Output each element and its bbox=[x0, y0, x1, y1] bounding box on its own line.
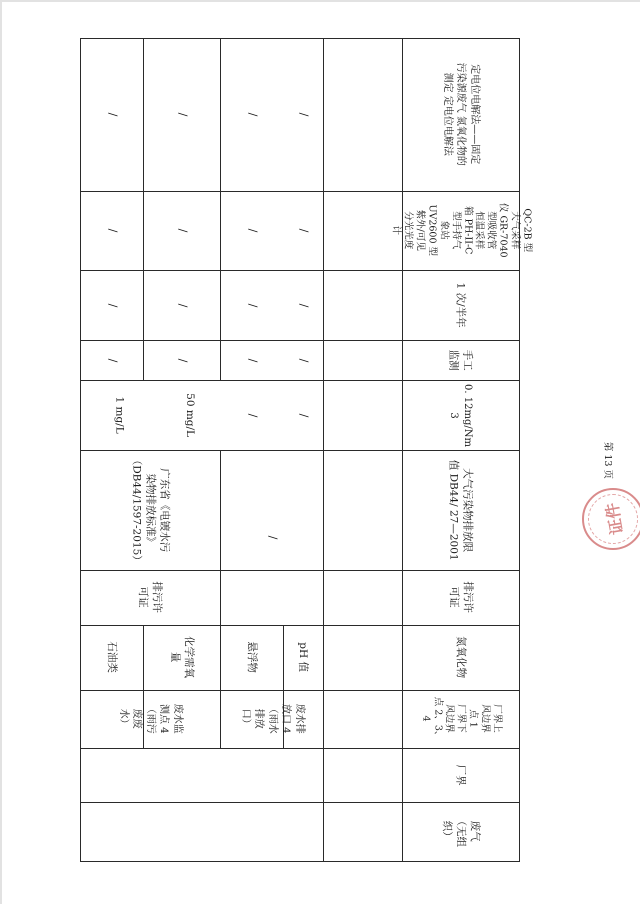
cell-text: / bbox=[105, 228, 119, 233]
cell-text: 广东省《电镀水污 染物排放标准》 （DB44/1597-2015） bbox=[129, 454, 171, 566]
cell-text: / bbox=[245, 413, 259, 417]
cell-text: 废水排 放口 4 （雨水 排放 口） bbox=[239, 704, 305, 734]
cell-text: / bbox=[105, 303, 119, 307]
cell-text: 定电位电解法——固定 污染源废气 氮氧化物的 测定 定电位电解法 bbox=[441, 62, 480, 167]
cell-text: 石油类 bbox=[105, 641, 118, 674]
cell-text: / bbox=[297, 112, 311, 117]
cell-text: pH 值 bbox=[297, 642, 310, 673]
ww-limit-row1 bbox=[90, 380, 150, 450]
rain-method-row2 bbox=[283, 340, 323, 380]
ww-frequency-row2 bbox=[143, 270, 220, 340]
cell-text: 排污许 可证 bbox=[137, 581, 164, 614]
monitoring-table bbox=[80, 38, 532, 862]
cell-text: / bbox=[245, 228, 259, 233]
gas-frequency bbox=[402, 270, 519, 340]
cell-text: 氮氧化物 bbox=[454, 636, 467, 679]
cell-text: / bbox=[175, 228, 189, 233]
ww-equipment-row2 bbox=[143, 191, 220, 270]
ww-point bbox=[80, 690, 220, 748]
gas-equipment bbox=[390, 191, 532, 270]
certification-stamp bbox=[582, 488, 640, 550]
gas-location bbox=[402, 748, 519, 802]
page-number-text: 第 13 页 bbox=[602, 441, 614, 479]
cell-text: 厂界上 风边界 点 1 厂界下 风边界 点 2、3、 4 bbox=[419, 697, 503, 741]
cell-text: / bbox=[175, 303, 189, 307]
cell-text: 1 mg/L bbox=[114, 396, 127, 434]
page-number bbox=[592, 430, 622, 490]
rain-equipment-row1 bbox=[220, 191, 283, 270]
ww-limit-row2 bbox=[155, 380, 225, 450]
rain-method-row1 bbox=[220, 340, 283, 380]
ww-equipment-row1 bbox=[80, 191, 143, 270]
gas-basis bbox=[402, 570, 519, 625]
cell-text: 1 次/半年 bbox=[454, 282, 467, 328]
cell-text: / bbox=[297, 413, 311, 417]
gas-standard bbox=[402, 450, 519, 570]
ww-factor-row2 bbox=[143, 625, 220, 690]
rain-analysis-row1 bbox=[220, 38, 283, 191]
cell-text: 0. 12mg/Nm 3 bbox=[448, 383, 473, 447]
cell-text: / bbox=[175, 358, 189, 362]
cell-text: / bbox=[175, 112, 189, 117]
rain-standard-basis bbox=[220, 450, 323, 625]
ww-factor-row1 bbox=[80, 625, 143, 690]
scan-edge-top bbox=[0, 0, 640, 2]
cell-text: 悬浮物 bbox=[245, 641, 258, 674]
cell-text: / bbox=[245, 303, 259, 307]
cell-text: 化学需氧 量 bbox=[168, 636, 195, 679]
cell-text: / bbox=[297, 303, 311, 307]
rain-equipment-row2 bbox=[283, 191, 323, 270]
cell-text: 厂界 bbox=[454, 764, 467, 786]
cell-text: 手工 监测 bbox=[447, 349, 474, 371]
cell-text: 排污许 可证 bbox=[447, 581, 474, 614]
rain-frequency-row2 bbox=[283, 270, 323, 340]
cell-text: / bbox=[265, 535, 279, 540]
cell-text: / bbox=[105, 112, 119, 117]
rain-point bbox=[220, 690, 323, 748]
ww-method-row1 bbox=[80, 340, 143, 380]
rain-analysis-row2 bbox=[283, 38, 323, 191]
rain-factor-row2 bbox=[283, 625, 323, 690]
rain-limit-row1 bbox=[220, 380, 283, 450]
cell-text: 废水监 测点 4 （雨污 废废 水） bbox=[117, 704, 183, 734]
ww-frequency-row1 bbox=[80, 270, 143, 340]
cell-text: 50 mg/L bbox=[184, 393, 197, 437]
rain-limit-row2 bbox=[283, 380, 323, 450]
cell-text: / bbox=[245, 112, 259, 117]
gas-analysis bbox=[402, 38, 519, 191]
cell-text: / bbox=[105, 358, 119, 362]
rain-frequency-row1 bbox=[220, 270, 283, 340]
ww-basis bbox=[80, 570, 220, 625]
ww-analysis-row2 bbox=[143, 38, 220, 191]
ww-method-row2 bbox=[143, 340, 220, 380]
gas-category bbox=[402, 802, 519, 861]
gas-method bbox=[402, 340, 519, 380]
cell-text: 废气 （无组 织） bbox=[440, 815, 481, 848]
grid-line bbox=[519, 38, 520, 862]
rain-factor-row1 bbox=[220, 625, 283, 690]
gas-point bbox=[402, 690, 519, 748]
cell-text: QC-2B 型 大气采样 仪 GR-7040 型吸收管 恒温采样 箱 PH-II-C 型手持气 象站 UV2600 型 紫外/可见 分光光度 计 bbox=[390, 203, 532, 258]
cell-text: / bbox=[297, 228, 311, 233]
cell-text: / bbox=[297, 358, 311, 362]
cell-text: 大气污染物排放限 值 DB44/ 27—2001 bbox=[447, 459, 474, 561]
stamp-text: 证件 bbox=[601, 501, 627, 537]
ww-standard bbox=[80, 450, 220, 570]
scan-edge-left bbox=[0, 0, 2, 904]
grid-line bbox=[323, 38, 324, 862]
gas-factor bbox=[402, 625, 519, 690]
ww-analysis-row1 bbox=[80, 38, 143, 191]
cell-text: / bbox=[245, 358, 259, 362]
grid-line bbox=[80, 861, 520, 862]
gas-limit bbox=[402, 380, 519, 450]
